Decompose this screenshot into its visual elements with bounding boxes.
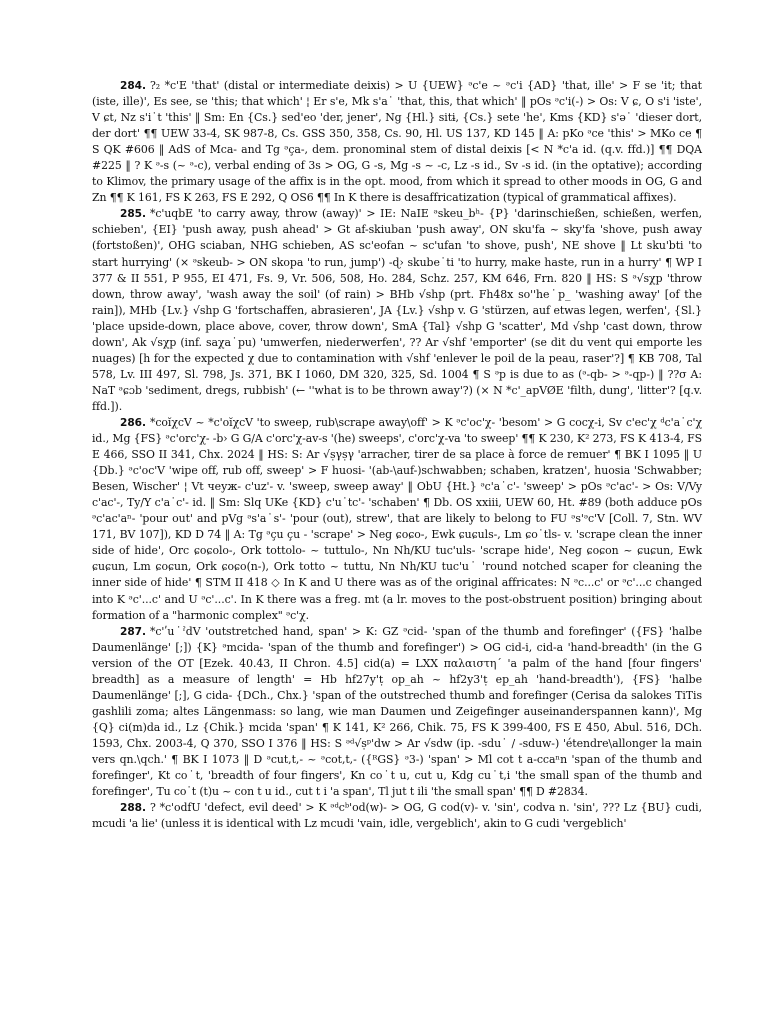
entry-number: 284. [120,80,146,92]
entry-number: 285. [120,208,146,221]
dictionary-entry [92,415,702,624]
entry-text: *coĭχcV ~ *c'oĭχcV 'to sweep, rub\scrape away\off' > K ᵊc'oc'χ- 'besom' > G cocχ-i, Sv c'ec'χ ᵈc'a˙c'χ id., Mg {FS} ᵊc'orc'χ- -b› G G/A c'orc'χ-av-s '(he) sweeps', c'orc'χ-va 'to sweep' ¶¶ K 230, K² 273, FS K 413-4, FS E 466, SSO II 341, Chx. 2024 ‖ HS: S: Ar √ṣγṣγ 'arracher, tirer de sa place à force de remuer' ¶ BK I 1095 ‖ U {Db.} ᵊc'oc'V 'wipe off, rub off, sweep' > F huosi- '(ab-\auf-)schwabben; schaben, kratzen', huosia 'Schwabber; Besen, Wischer' ¦ Vt чеуж- c'uz'- v. 'sweep, sweep away' ‖ ObU {Ht.} ᵊc'a˙c'- 'sweep' > pOs ᵊc'ac'- > Os: V/Vy c'ac'-, Ty/Y c'a˙c'- id. ‖ Sm: Slq UKe {KD} c'u˙tc'- 'schaben' ¶ Db. OS xxiii, UEW 60, Ht. #89 (both adduce pOs ᵊc'ac'aⁿ- 'pour out' and pVg ᵊs'a˙s'- 'pour (out), strew', that are likely to belong to FU ᵊs'ᵊc'V [Coll. 7, Stn. WV 171, BV 107]), KD D 74 ‖ A: Tg ᵊçu çu - 'scrape' > Neg ɕoɕo-, Ewk ɕuɕuls-, Lm ɕo˙tls- v. 'scrape clean the inner side of hide', Orc ɕoɕolo-, Ork tottolo- ~ tuttulo-, Nn Nh/KU tuc'uls- 'scrape hide', Neg ɕoɕon ~ ɕuɕun, Ewk ɕuɕun, Lm ɕoɕun, Ork ɕoɕo(n-), Ork totto ~ tuttu, Nn Nh/KU tuc'u˙ 'round notched scaper for cleaning the inner side of hide' ¶ STM II 418 ◇ In K and U there was as of the original affricates: N ᵊc...c' or ᵊc'...c changed into K ᵊc'...c' and U ᵊc'...c'. In K there was a freg. mt (a lr. moves to the post-obstruent position) bringing about formation of a "harmonic complex" ᵊc'χ. [92,415,703,622]
dictionary-entry [92,624,702,801]
entry-number: 286. [120,416,146,429]
entry-text: *c'ʹu˙ˀdV 'outstretched hand, span' > K: GZ ᵊcid- 'span of the thumb and forefinger' ({FS} 'halbe Daumenlänge' [;]) {K} ᵊmcida- 'span of the thumb and forefinger') > OG cid-i, cid-a 'hand-breadth' (in the G version of the OT [Ezek. 40.43, II Chron. 4.5] cid(a) = LXX παλαιστη´ 'a palm of the hand [four fingers' breadth] as a measure of length' = Hb hf27y'ṭ op_ah ~ hf2y3'ṭ ep_ah 'hand-breadth'), {FS} 'halbe Daumenlänge' [;], G cida- {DCh., Chx.} 'span of the outstreched thumb and forefinger (Cerisa da salokes TiTis gashlili zoma; altes Längenmass: so lang, wie man Daumen und Zeigefinger auseinanderspannen kann)', Mg {Q} ci(m)da id., Lz {Chik.} mcida 'span' ¶ K 141, K² 266, Chik. 75, FS K 399-400, FS E 450, Abul. 516, DCh. 1593, Chx. 2003-4, Q 370, SSO I 376 ‖ HS: S ᵊᵈ√ṣᵖ'dw > Ar √sdw (ip. -sdu˙ / -sduw-) 'étendre\allonger la main vers qn.\qch.' ¶ BK I 1073 ‖ D ᵊcut,t,- ~ ᵊcot,t,- ({ᴿGS} ᵊ3-) 'span' > Ml cot t a-ccaⁿn 'span of the thumb and forefinger', Kt co˙t, 'breadth of four fingers', Kn co˙t u, cut u, Kdg cu˙t,i 'the small span of the thumb and forefinger', Tu co˙t (t)u ~ con t u id., cut t i 'a span', Tl jut t ili 'the small span' ¶¶ D #2834. [92,624,702,799]
dictionary-entry [92,800,702,832]
entry-text: ? *c'odfU 'defect, evil deed' > K ᵊᵈcᵇ'od(w)- > OG, G cod(v)- v. 'sin', codva n. 'sin', ??? Lz {BU} cudi, mcudi 'a lie' (unless it is identical with Lz mcudi 'vain, idle, vergeblich', akin to G cudi 'vergeblich' [92,801,702,831]
entry-text: ?₂ *c'E 'that' (distal or intermediate deixis) > U {UEW} ᵊc'e ~ ᵊc'i {AD} 'that, ille' > F se 'it; that (iste, ille)', Es see, se 'this; that which' ¦ Er s'e, Mk s'a˙ 'that, this, that which' ‖ pOs ᵊc'i(-) > Os: V ɕ, O s'i 'iste', V ɕt, Nz s'i˙t 'this' ‖ Sm: En {Cs.} sed'eo 'der, jener', Ng {Hl.} sitɨ, {Cs.} sete 'he', Kms {KD} s'ə˙ 'dieser dort, der dort' ¶¶ UEW 33-4, SK 987-8, Cs. GSS 350, 358, Cs. 90, Hl. US 137, KD 145 ‖ A: pKo ᵊce 'this' > MKo ce ¶ S QK #606 ‖ AdS of Mca- and Tg ᵊça-, dem. pronominal stem of distal deixis [< N *c'a id. (q.v. ffd.)] ¶¶ DQA #225 ‖ ? K ᵊ-s (~ ᵊ-c), verbal ending of 3s > OG, G -s, Mg -s ~ -c, Lz -s id., Sv -s id. (in the optative); according to Klimov, the primary usage of the affix is in the opt. mood, from which it spread to other moods in OG, G and Zn ¶¶ K 161, FS K 263, FS E 292, Q OS6 ¶¶ In K there is desaffricatization (typical of grammatical affixes). [92,79,702,205]
dictionary-entry [92,78,702,206]
dictionary-page [92,78,702,832]
dictionary-entry [92,206,702,415]
entry-number: 287. [120,625,146,638]
entry-number: 288. [120,802,146,815]
entry-text: *c'uqbE 'to carry away, throw (away)' > IE: NaIE ᵊskeu_bʰ- {P} 'darinschießen, schießen, werfen, schieben', {EI} 'push away, push ahead' > Gt af-skiuban 'push away', ON sku'fa ~ sky'fa 'shove, push away (fortstoßen)', OHG sciaban, NHG schieben, AS sc'eofan ~ sc'ufan 'to shove, push', NE shove ‖ Lt sku'bti 'to start hurrying' (× ᵊskeub- > ON skopa 'to run, jump') -ɖ› skube˙ti 'to hurry, make haste, run in a hurry' ¶ WP I 377 & II 551, P 955, EI 471, Fs. 9, Vr. 506, 508, Ho. 284, Schz. 257, KM 646, Frn. 820 ‖ HS: S ᵊ√sχp 'throw down, throw away', 'wash away the soil' (of rain) > BHb √shp (prt. Fh48x so''he˙p_ 'washing away' [of the rain]), MHb {Lv.} √shp G 'fortschaffen, abrasieren', JA {Lv.} √shp v. G 'stürzen, auf etwas legen, werfen', {Sl.} 'place upside-down, place above, cover, throw down', SmA {Tal} √shp G 'scatter', Md √shp 'cast down, throw down', Ak √sχp (inf. saχa˙pu) 'umwerfen, niederwerfen', ?? Ar √shf 'emporter' (se dit du vent qui emporte les nuages) [h for the expected χ due to contamination with √shf 'enlever le poil de la peau, raser'?] ¶ KB 708, Tal 578, Lv. III 497, Sl. 798, Js. 371, BK I 1060, DM 320, 325, Sd. 1004 ¶ S ᵊp is due to as (ᵊ-qb- > ᵊ-qp-) ‖ ??σ A: NaT ᵊɕɔb 'sediment, dregs, rubbish' (← ''what is to be thrown away'?) (× N *c'_apVØE 'filth, dung', 'litter'? [q.v. ffd.]). [92,207,702,413]
